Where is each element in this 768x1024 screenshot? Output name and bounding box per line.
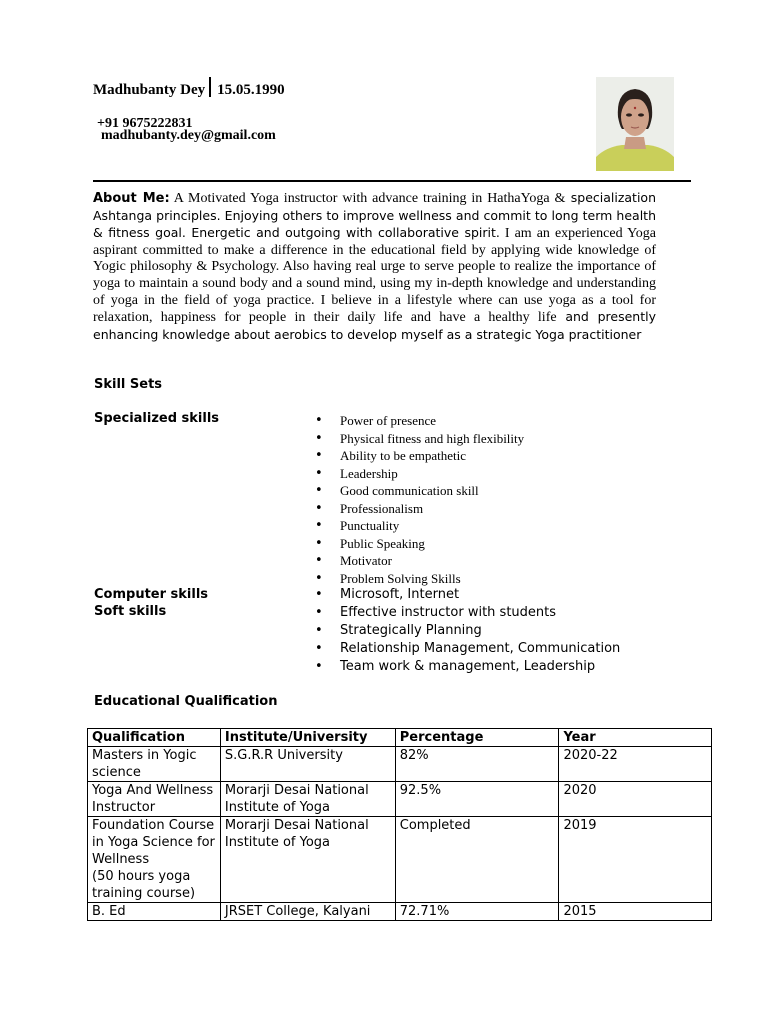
column-header-percentage: Percentage xyxy=(395,729,559,747)
skill-item: • Good communication skill xyxy=(315,482,635,500)
about-text-part-4: and presently enhancing knowledge about aerobics to develop myself as a strategic Yoga practitioner xyxy=(93,309,656,342)
skill-item: • Public Speaking xyxy=(315,535,635,553)
year-cell: 2020 xyxy=(559,782,712,817)
soft-skill-item: • Team work & management, Leadership xyxy=(315,658,675,676)
table-row xyxy=(88,903,712,921)
computer-skill-item: • Microsoft, Internet xyxy=(315,586,675,604)
table-row xyxy=(88,782,712,817)
education-heading: Educational Qualification xyxy=(94,694,278,709)
institute-cell: JRSET College, Kalyani xyxy=(220,903,395,921)
qualification-cell: Masters in Yogic science xyxy=(88,747,221,782)
year-cell: 2019 xyxy=(559,817,712,903)
percentage-cell: 92.5% xyxy=(395,782,559,817)
soft-skills-label: Soft skills xyxy=(94,604,167,619)
soft-skill-item: • Effective instructor with students xyxy=(315,604,675,622)
specialized-skills-list xyxy=(315,412,635,587)
table-header-row xyxy=(88,729,712,747)
qualification-cell: Yoga And Wellness Instructor xyxy=(88,782,221,817)
phone-number: +91 9675222831 xyxy=(97,116,193,131)
soft-skill-item: • Strategically Planning xyxy=(315,622,675,640)
column-header-institute: Institute/University xyxy=(220,729,395,747)
qualification-text: Foundation Course in Yoga Science for Wellness xyxy=(92,818,215,867)
education-table xyxy=(87,728,712,921)
table-row xyxy=(88,817,712,903)
about-text-part-2: specialization Ashtanga principles. Enjoying others to improve wellness and commit to long term health & fitness goal. Energetic and outgoing with collaborative spirit. xyxy=(93,190,656,241)
skill-item: • Motivator xyxy=(315,552,635,570)
institute-cell: Morarji Desai National Institute of Yoga xyxy=(220,782,395,817)
skill-item: • Professionalism xyxy=(315,500,635,518)
qualification-cell: B. Ed xyxy=(88,903,221,921)
profile-photo-image xyxy=(596,77,674,171)
qualification-cell xyxy=(88,817,221,903)
profile-photo xyxy=(596,77,674,171)
year-cell: 2015 xyxy=(559,903,712,921)
skill-item: • Power of presence xyxy=(315,412,635,430)
specialized-skills-label: Specialized skills xyxy=(94,411,220,426)
date-of-birth: 15.05.1990 xyxy=(217,82,285,98)
about-text-part-1: A Motivated Yoga instructor with advance training in HathaYoga & xyxy=(169,191,566,206)
percentage-cell: 82% xyxy=(395,747,559,782)
candidate-name: Madhubanty Dey xyxy=(93,82,206,98)
computer-and-soft-skills-list xyxy=(315,586,675,676)
skill-item: • Ability to be empathetic xyxy=(315,447,635,465)
skill-sets-heading: Skill Sets xyxy=(94,377,163,392)
institute-cell: Morarji Desai National Institute of Yoga xyxy=(220,817,395,903)
institute-cell: S.G.R.R University xyxy=(220,747,395,782)
header-divider xyxy=(93,180,691,182)
about-text-part-3: I am an experienced Yoga aspirant committed to make a difference in the educational field by applying wide knowledge of Yogic philosophy & Psychology. Also having real urge to serve people to realize the importance of yoga to maintain a sound body and a sound mind, using my in-depth knowledge and understanding of yoga in the field of yoga practice. I believe in a lifestyle where can use yoga as a tool for relaxation, happiness for people in their daily life and have a healthy life xyxy=(93,226,656,326)
column-header-year: Year xyxy=(559,729,712,747)
soft-skill-item: • Relationship Management, Communication xyxy=(315,640,675,658)
column-header-qualification: Qualification xyxy=(88,729,221,747)
about-me-label: About Me: xyxy=(93,191,170,206)
name-dob-line xyxy=(93,77,285,99)
email-address: madhubanty.dey@gmail.com xyxy=(101,128,276,143)
vertical-separator xyxy=(209,77,211,97)
skill-item: • Leadership xyxy=(315,465,635,483)
percentage-cell: 72.71% xyxy=(395,903,559,921)
year-cell: 2020-22 xyxy=(559,747,712,782)
percentage-cell: Completed xyxy=(395,817,559,903)
about-me-section xyxy=(93,190,656,344)
qualification-note: (50 hours yoga training course) xyxy=(92,869,196,901)
skill-item: • Physical fitness and high flexibility xyxy=(315,430,635,448)
table-row xyxy=(88,747,712,782)
computer-skills-label: Computer skills xyxy=(94,587,209,602)
skill-item: • Punctuality xyxy=(315,517,635,535)
skill-item: • Problem Solving Skills xyxy=(315,570,635,588)
